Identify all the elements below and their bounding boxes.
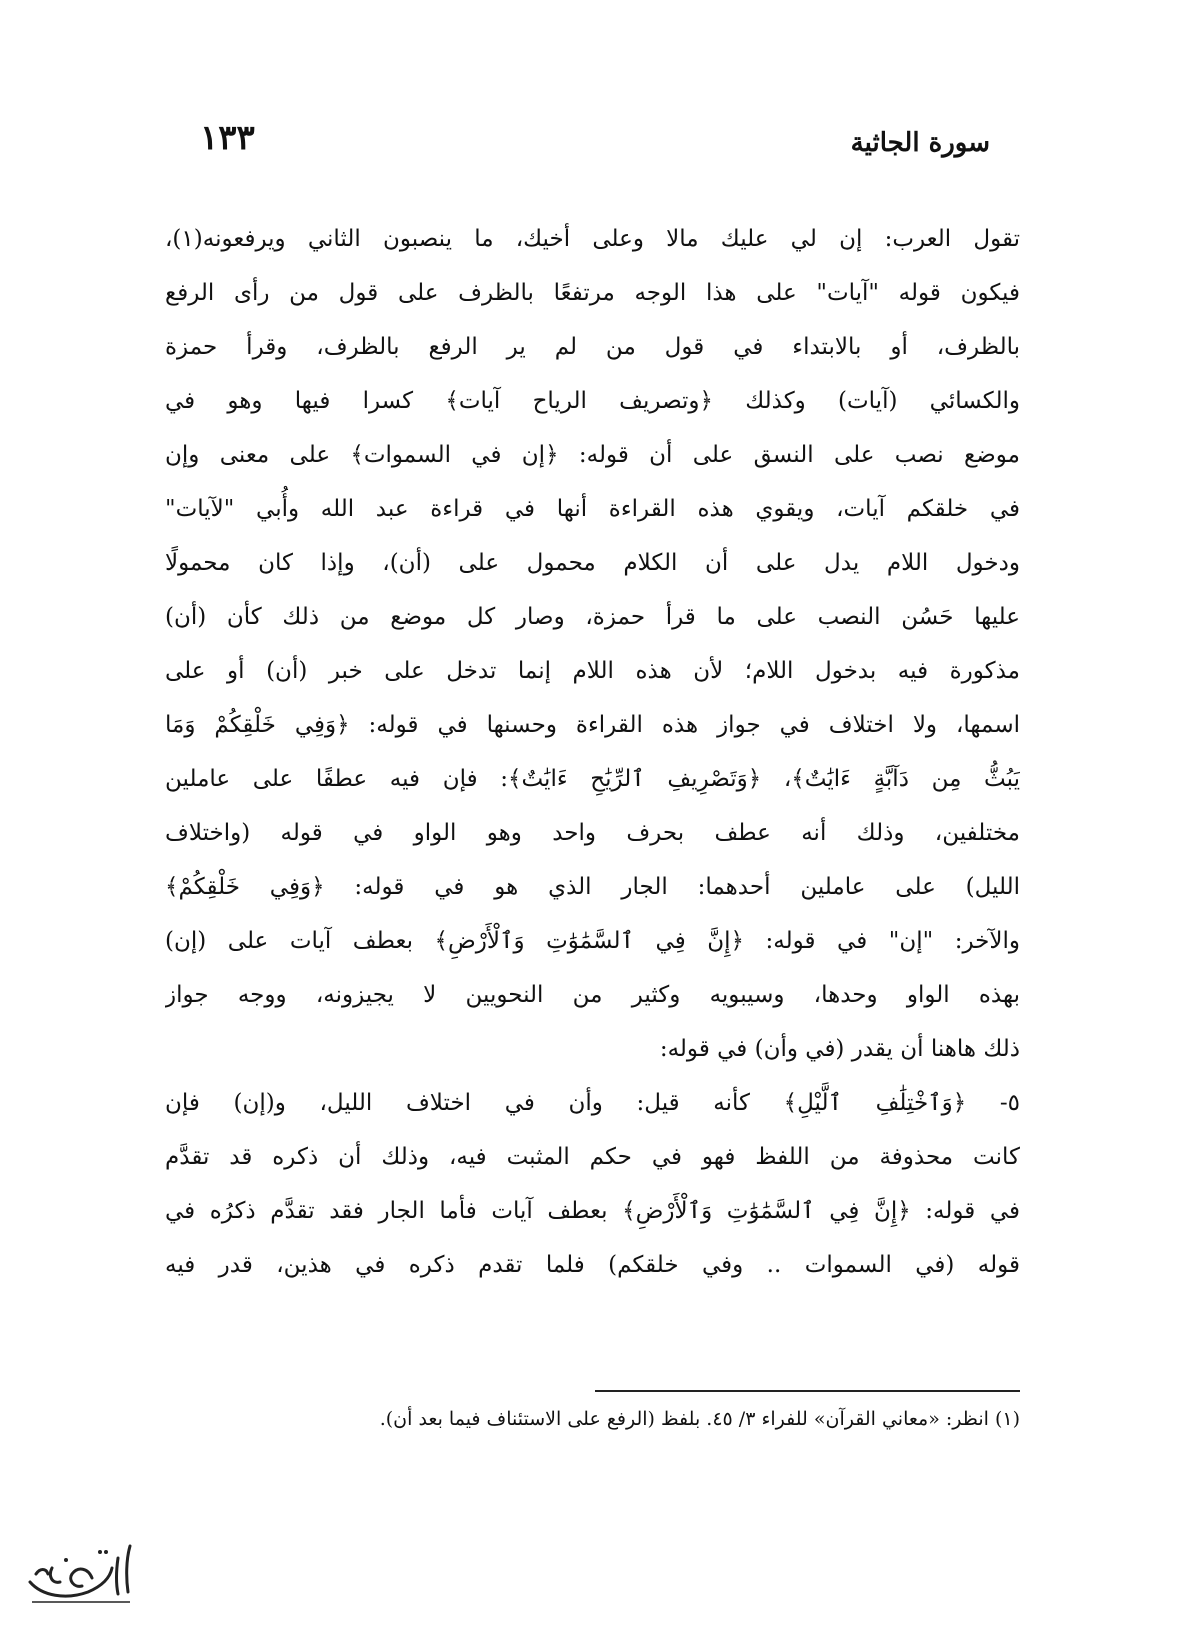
text-line: في قوله: ﴿إِنَّ فِي ٱلسَّمَٰوَٰتِ وَٱلْأَرْضِ﴾ بعطف آيات فأما الجار فقد تقدَّم ذكرُه في bbox=[165, 1198, 1020, 1224]
text-line: فيكون قوله "آيات" على هذا الوجه مرتفعًا بالظرف على قول من رأى الرفع bbox=[165, 280, 1020, 306]
page-number: ١٣٣ bbox=[200, 118, 255, 158]
text-line: في خلقكم آيات، ويقوي هذه القراءة أنها في قراءة عبد الله وأُبي "لآيات" bbox=[165, 496, 1020, 522]
running-header bbox=[170, 118, 990, 166]
text-line: بالظرف، أو بالابتداء في قول من لم ير الرفع بالظرف، وقرأ حمزة bbox=[165, 334, 1020, 360]
text-line: ٥- ﴿وَٱخْتِلَٰفِ ٱلَّيْلِ﴾ كأنه قيل: وأن في اختلاف الليل، و(إن) فإن bbox=[165, 1090, 1020, 1116]
text-line: والآخر: "إن" في قوله: ﴿إِنَّ فِي ٱلسَّمَٰوَٰتِ وَٱلْأَرْضِ﴾ بعطف آيات على (إن) bbox=[165, 928, 1020, 954]
text-line: الليل) على عاملين أحدهما: الجار الذي هو في قوله: ﴿وَفِي خَلْقِكُمْ﴾ bbox=[165, 874, 1020, 900]
text-line: ودخول اللام يدل على أن الكلام محمول على (أن)، وإذا كان محمولًا bbox=[165, 550, 1020, 576]
text-line: قوله (في السموات .. وفي خلقكم) فلما تقدم ذكره في هذين، قدر فيه bbox=[165, 1252, 1020, 1278]
text-line: بهذه الواو وحدها، وسيبويه وكثير من النحويين لا يجيزونه، ووجه جواز bbox=[165, 982, 1020, 1008]
main-text bbox=[165, 212, 1020, 1292]
text-line: مختلفين، وذلك أنه عطف بحرف واحد وهو الواو في قوله (واختلاف bbox=[165, 820, 1020, 846]
text-line: مذكورة فيه بدخول اللام؛ لأن هذه اللام إنما تدخل على خبر (أن) أو على bbox=[165, 658, 1020, 684]
chapter-title: سورة الجاثية bbox=[850, 128, 990, 158]
footnote: (١) انظر: «معاني القرآن» للفراء ٣/ ٤٥. بلفظ (الرفع على الاستئناف فيما بعد أن). bbox=[379, 1408, 1020, 1430]
text-line: والكسائي (آيات) وكذلك ﴿وتصريف الرياح آيات﴾ كسرا فيها وهو في bbox=[165, 388, 1020, 414]
text-line: اسمها، ولا اختلاف في جواز هذه القراءة وحسنها في قوله: ﴿وَفِي خَلْقِكُمْ وَمَا bbox=[165, 712, 1020, 738]
text-line: تقول العرب: إن لي عليك مالا وعلى أخيك، ما ينصبون الثاني ويرفعونه(١)، bbox=[165, 226, 1020, 252]
text-line: ذلك هاهنا أن يقدر (في وأن) في قوله: bbox=[659, 1036, 1020, 1062]
publisher-logo bbox=[22, 1538, 142, 1610]
text-line: موضع نصب على النسق على أن قوله: ﴿إن في السموات﴾ على معنى وإن bbox=[165, 442, 1020, 468]
text-line: عليها حَسُن النصب على ما قرأ حمزة، وصار كل موضع من ذلك كأن (أن) bbox=[165, 604, 1020, 630]
text-line: كانت محذوفة من اللفظ فهو في حكم المثبت فيه، وذلك أن ذكره قد تقدَّم bbox=[165, 1144, 1020, 1170]
text-line: يَبُثُّ مِن دَآبَّةٍ ءَايَٰتٌ﴾، ﴿وَتَصْرِيفِ ٱلرِّيَٰحِ ءَايَٰتٌ﴾: فإن فيه عطفًا على عاملين bbox=[165, 766, 1020, 792]
footnote-divider bbox=[595, 1390, 1020, 1392]
